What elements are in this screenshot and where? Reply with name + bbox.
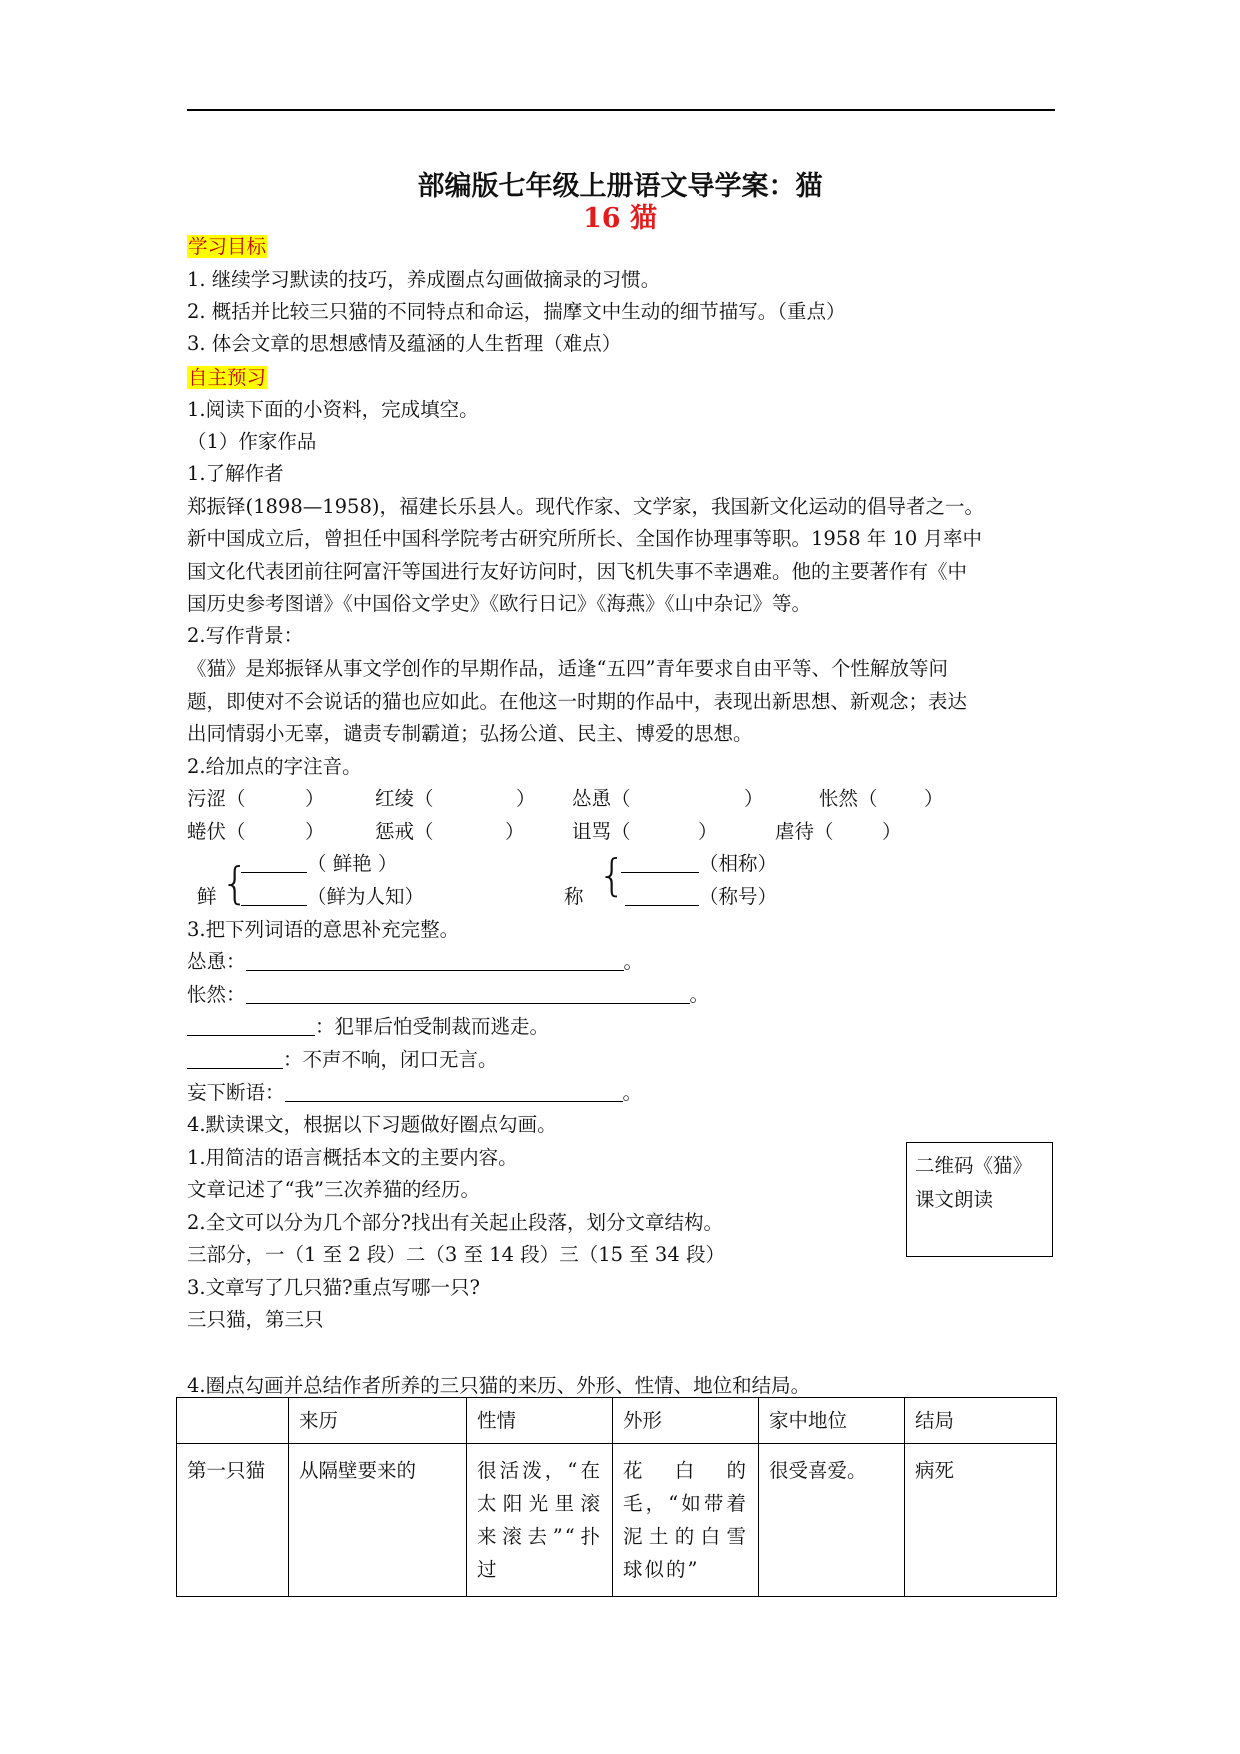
xian-blank-2: （鲜为人知）	[241, 881, 424, 909]
reading-question: 1.用简洁的语言概括本文的主要内容。	[187, 1146, 518, 1169]
background-line: 《猫》是郑振铎从事文学创作的早期作品，适逢“五四”青年要求自由平等、个性解放等问	[187, 657, 948, 680]
cheng-blank-1: （相称）	[621, 848, 777, 876]
pinyin-close: ）	[516, 787, 536, 810]
pinyin-word: 怂恿（	[572, 787, 631, 810]
top-rule	[187, 109, 1055, 111]
pinyin-close: ）	[305, 787, 325, 810]
pinyin-heading: 2.给加点的字注音。	[187, 755, 362, 778]
xian-blank-1: （ 鲜艳 ）	[241, 848, 397, 876]
qr-code-box	[906, 1142, 1053, 1257]
background-heading: 2.写作背景：	[187, 624, 304, 647]
pinyin-word: 虐待（	[775, 820, 834, 843]
author-line: 郑振铎(1898—1958)，福建长乐县人。现代作家、文学家，我国新文化运动的倡导者之一。	[187, 495, 984, 518]
goal-item: 1. 继续学习默读的技巧，养成圈点勾画做摘录的习惯。	[187, 268, 661, 291]
author-line: 国历史参考图谱》《中国俗文学史》《欧行日记》《海燕》《山中杂记》等。	[187, 592, 812, 615]
brace-icon: {	[221, 858, 249, 909]
cheng-char: 称	[564, 885, 584, 908]
pinyin-close: ）	[505, 820, 525, 843]
table-header-cell: 家中地位	[759, 1398, 905, 1444]
background-line: 题，即使对不会说话的猫也应如此。在他这一时期的作品中，表现出新思想、新观念；表达	[187, 690, 968, 713]
author-line: 新中国成立后，曾担任中国科学院考古研究所所长、全国作协理事等职。1958 年 10 月率中	[187, 527, 983, 550]
cheng-blank-2: （称号）	[625, 881, 777, 909]
table-cell: 第一只猫	[177, 1444, 289, 1597]
table-cell: 病死	[905, 1444, 1057, 1597]
cat-comparison-table	[176, 1397, 1057, 1597]
page-title: 部编版七年级上册语文导学案：猫	[417, 171, 823, 202]
reading-answer: 三只猫，第三只	[187, 1308, 324, 1331]
meaning-item: ：犯罪后怕受制裁而逃走。	[187, 1011, 549, 1039]
table-heading: 4.圈点勾画并总结作者所养的三只猫的来历、外形、性情、地位和结局。	[187, 1374, 811, 1397]
table-row	[177, 1444, 1057, 1597]
background-line: 出同情弱小无辜，谴责专制霸道；弘扬公道、民主、博爱的思想。	[187, 722, 753, 745]
pinyin-word: 污涩（	[187, 787, 246, 810]
meaning-item: 怅然： 。	[187, 983, 710, 1006]
meaning-item: ：不声不响，闭口无言。	[187, 1044, 498, 1072]
table-cell: 很受喜爱。	[759, 1444, 905, 1597]
table-cell: 从隔壁要来的	[289, 1444, 467, 1597]
qr-label: 二维码《猫》	[915, 1154, 1033, 1177]
question-text: 1.阅读下面的小资料，完成填空。	[187, 398, 479, 421]
meaning-item: 怂恿： 。	[187, 950, 644, 973]
xian-char: 鲜	[197, 885, 217, 908]
goals-heading: 学习目标	[188, 235, 267, 258]
pinyin-word: 蜷伏（	[187, 820, 246, 843]
pinyin-word: 怅然（	[819, 787, 878, 810]
meaning-heading: 3.把下列词语的意思补充完整。	[187, 918, 460, 941]
reading-question: 3.文章写了几只猫?重点写哪一只?	[187, 1276, 481, 1299]
goal-item: 2. 概括并比较三只猫的不同特点和命运，揣摩文中生动的细节描写。（重点）	[187, 300, 846, 323]
reading-question: 2.全文可以分为几个部分?找出有关起止段落，划分文章结构。	[187, 1211, 724, 1234]
table-header-cell: 外形	[613, 1398, 759, 1444]
table-header-cell: 结局	[905, 1398, 1057, 1444]
meaning-item: 妄下断语： 。	[187, 1081, 643, 1104]
read-heading: 4.默读课文，根据以下习题做好圈点勾画。	[187, 1113, 557, 1136]
pinyin-close: ）	[698, 820, 718, 843]
table-header-row	[177, 1398, 1057, 1444]
table-header-cell: 来历	[289, 1398, 467, 1444]
preview-heading: 自主预习	[188, 366, 267, 389]
lesson-title: 16 猫	[583, 203, 657, 234]
author-line: 国文化代表团前往阿富汗等国进行友好访问时，因飞机失事不幸遇难。他的主要著作有《中	[187, 560, 968, 583]
brace-icon: {	[598, 850, 626, 901]
reading-answer: 三部分，一（1 至 2 段）二（3 至 14 段）三（15 至 34 段）	[187, 1243, 725, 1266]
table-header-cell: 性情	[467, 1398, 613, 1444]
table-header-cell	[177, 1398, 289, 1444]
table-cell: 花白的毛，“如带着泥土的白雪球似的”	[613, 1444, 759, 1597]
pinyin-word: 诅骂（	[572, 820, 631, 843]
reading-answer: 文章记述了“我”三次养猫的经历。	[187, 1178, 480, 1201]
subheading: （1）作家作品	[187, 430, 317, 453]
pinyin-close: ）	[882, 820, 902, 843]
pinyin-word: 红绫（	[375, 787, 434, 810]
pinyin-close: ）	[305, 820, 325, 843]
goal-item: 3. 体会文章的思想感情及蕴涵的人生哲理（难点）	[187, 332, 622, 355]
author-heading: 1.了解作者	[187, 462, 284, 485]
table-cell: 很活泼，“在太阳光里滚来滚去”“扑过	[467, 1444, 613, 1597]
pinyin-word: 惩戒（	[375, 820, 434, 843]
pinyin-close: ）	[924, 787, 944, 810]
qr-label: 课文朗读	[915, 1188, 994, 1211]
pinyin-close: ）	[744, 787, 764, 810]
